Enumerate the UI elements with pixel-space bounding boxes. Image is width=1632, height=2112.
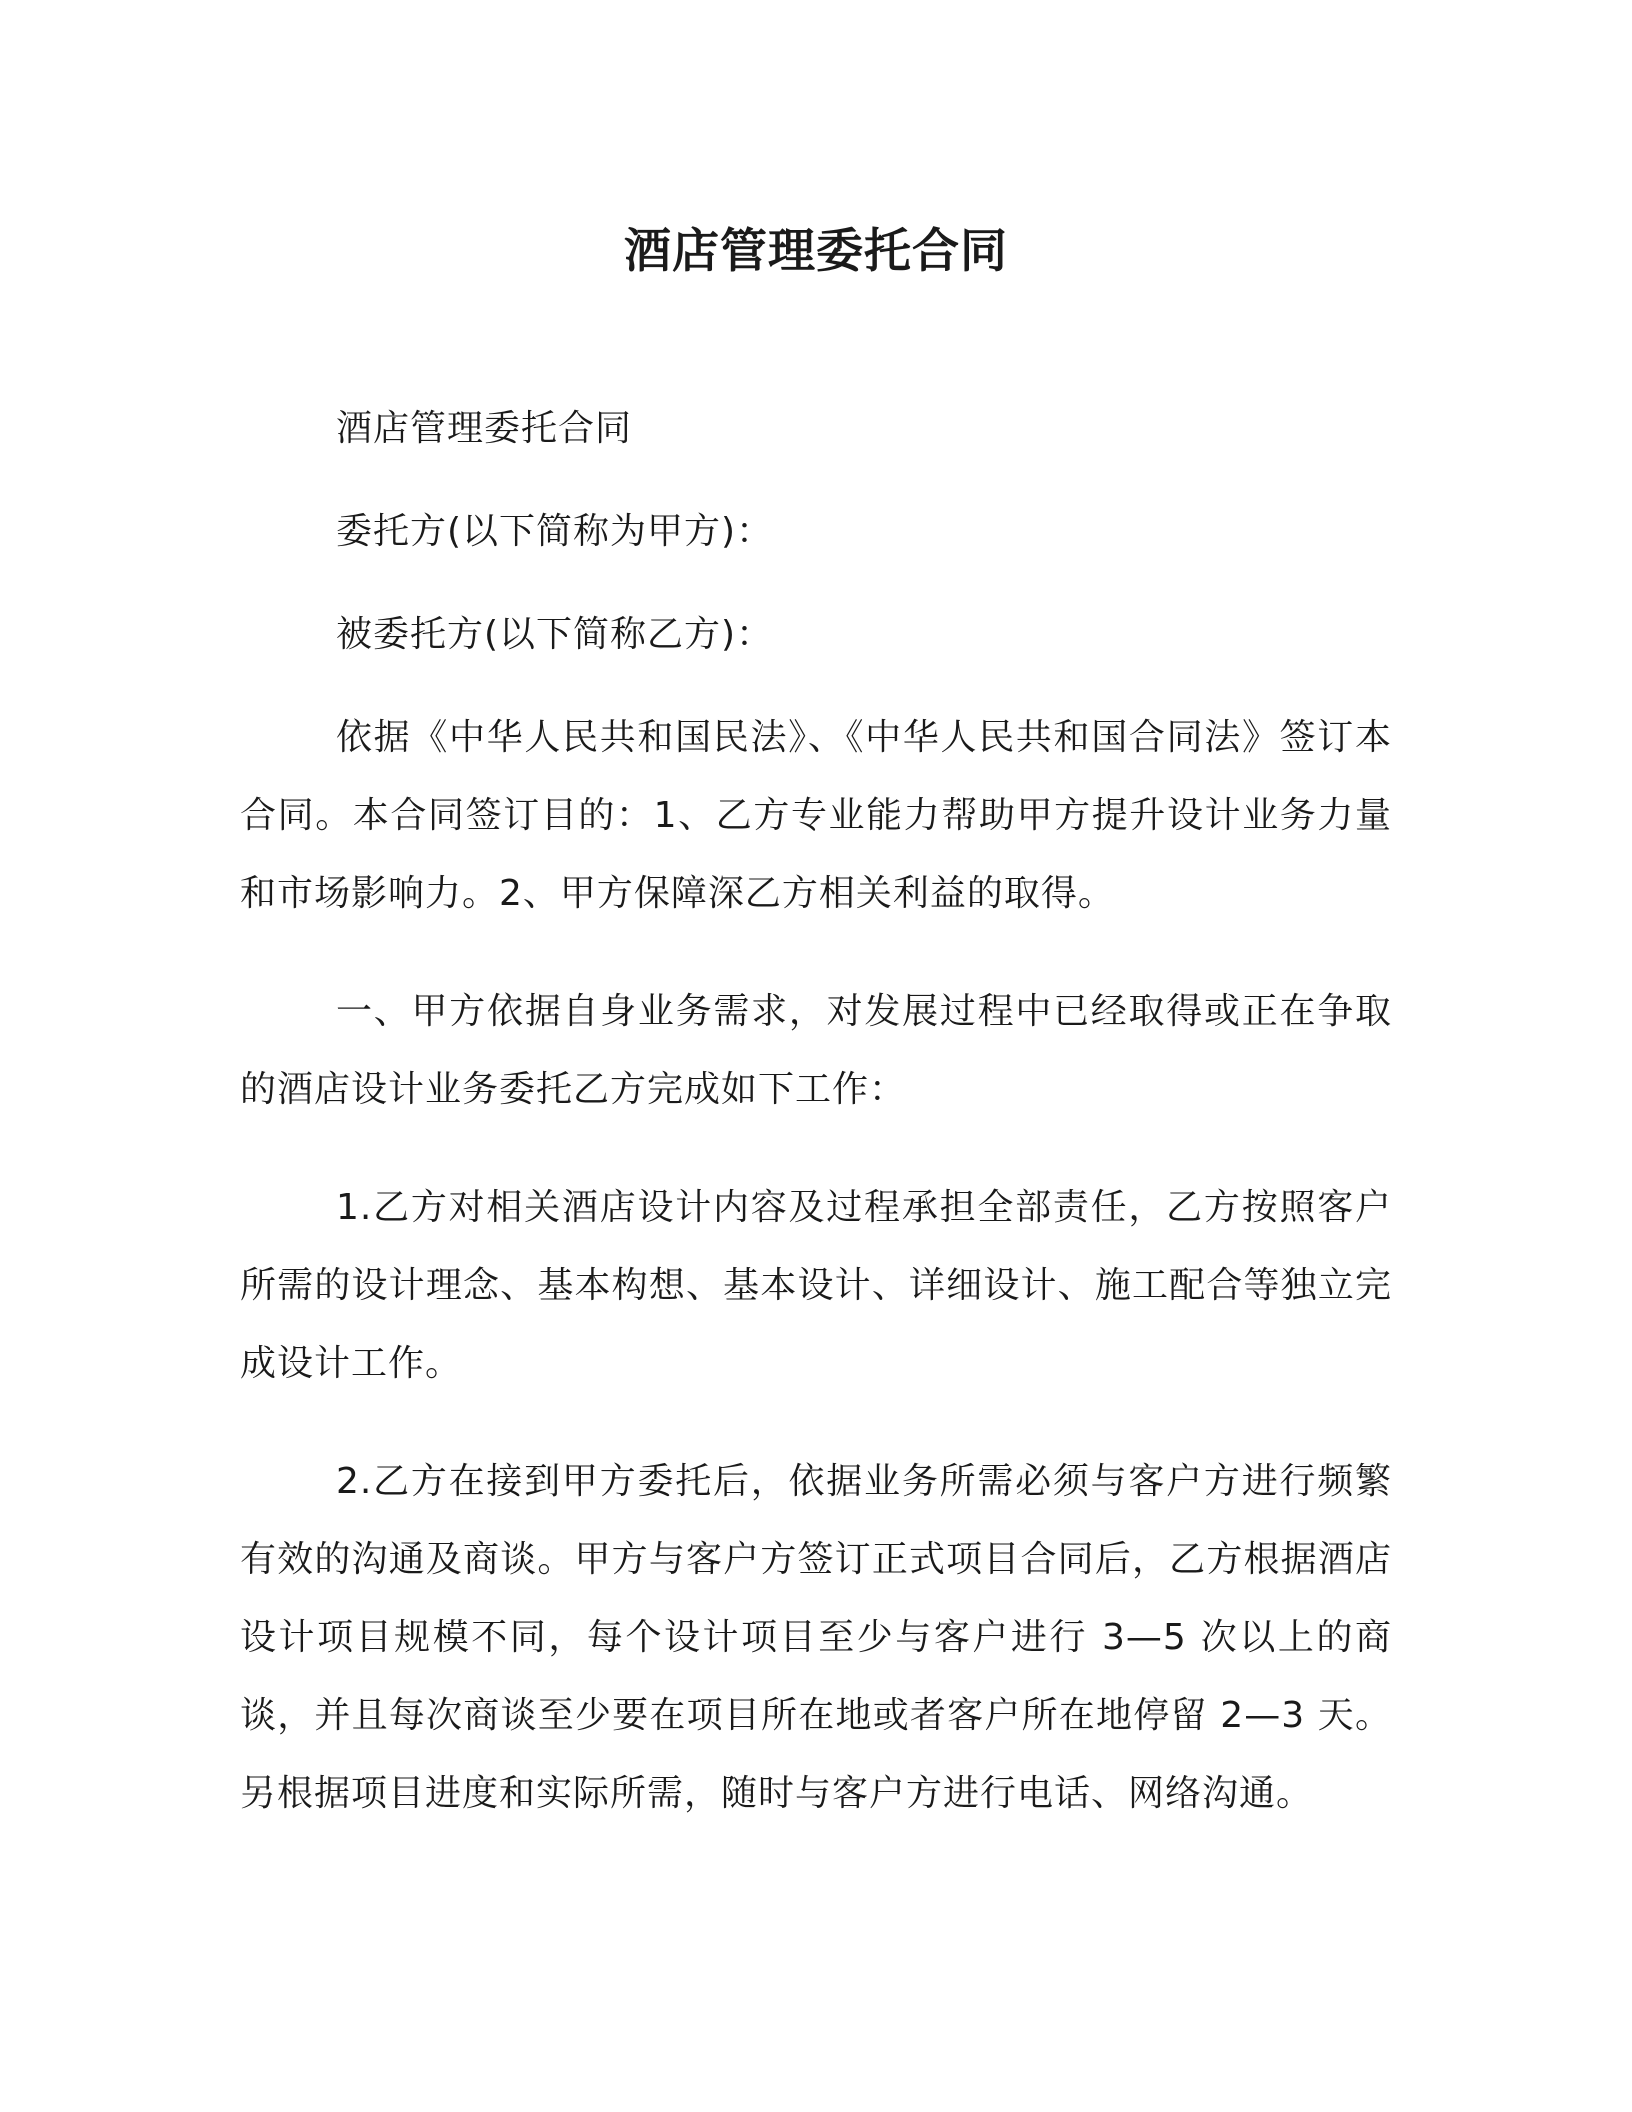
paragraph-item-1: 1.乙方对相关酒店设计内容及过程承担全部责任，乙方按照客户所需的设计理念、基本构想、基本设计、详细设计、施工配合等独立完成设计工作。 xyxy=(240,1187,1392,1384)
paragraph-section-one: 一、甲方依据自身业务需求，对发展过程中已经取得或正在争取的酒店设计业务委托乙方完成如下工作： xyxy=(240,991,1392,1110)
paragraph-heading: 酒店管理委托合同 xyxy=(336,408,633,449)
paragraph-item-2: 2.乙方在接到甲方委托后，依据业务所需必须与客户方进行频繁有效的沟通及商谈。甲方与客户方签订正式项目合同后，乙方根据酒店设计项目规模不同，每个设计项目至少与客户进行 3—5 次以上的商谈，并且每次商谈至少要在项目所在地或者客户所在地停留 2—3 天。另根据项目进度和实际所需，随时与客户方进行电话、网络沟通。 xyxy=(240,1461,1392,1814)
paragraph-client: 委托方(以下简称为甲方)： xyxy=(336,511,774,552)
paragraph-contractor: 被委托方(以下简称乙方)： xyxy=(336,614,774,655)
paragraph-basis: 依据《中华人民共和国民法》、《中华人民共和国合同法》签订本合同。本合同签订目的：1、乙方专业能力帮助甲方提升设计业务力量和市场影响力。2、甲方保障深乙方相关利益的取得。 xyxy=(240,717,1392,914)
document-body xyxy=(240,390,1392,1873)
document-title: 酒店管理委托合同 xyxy=(624,224,1008,279)
